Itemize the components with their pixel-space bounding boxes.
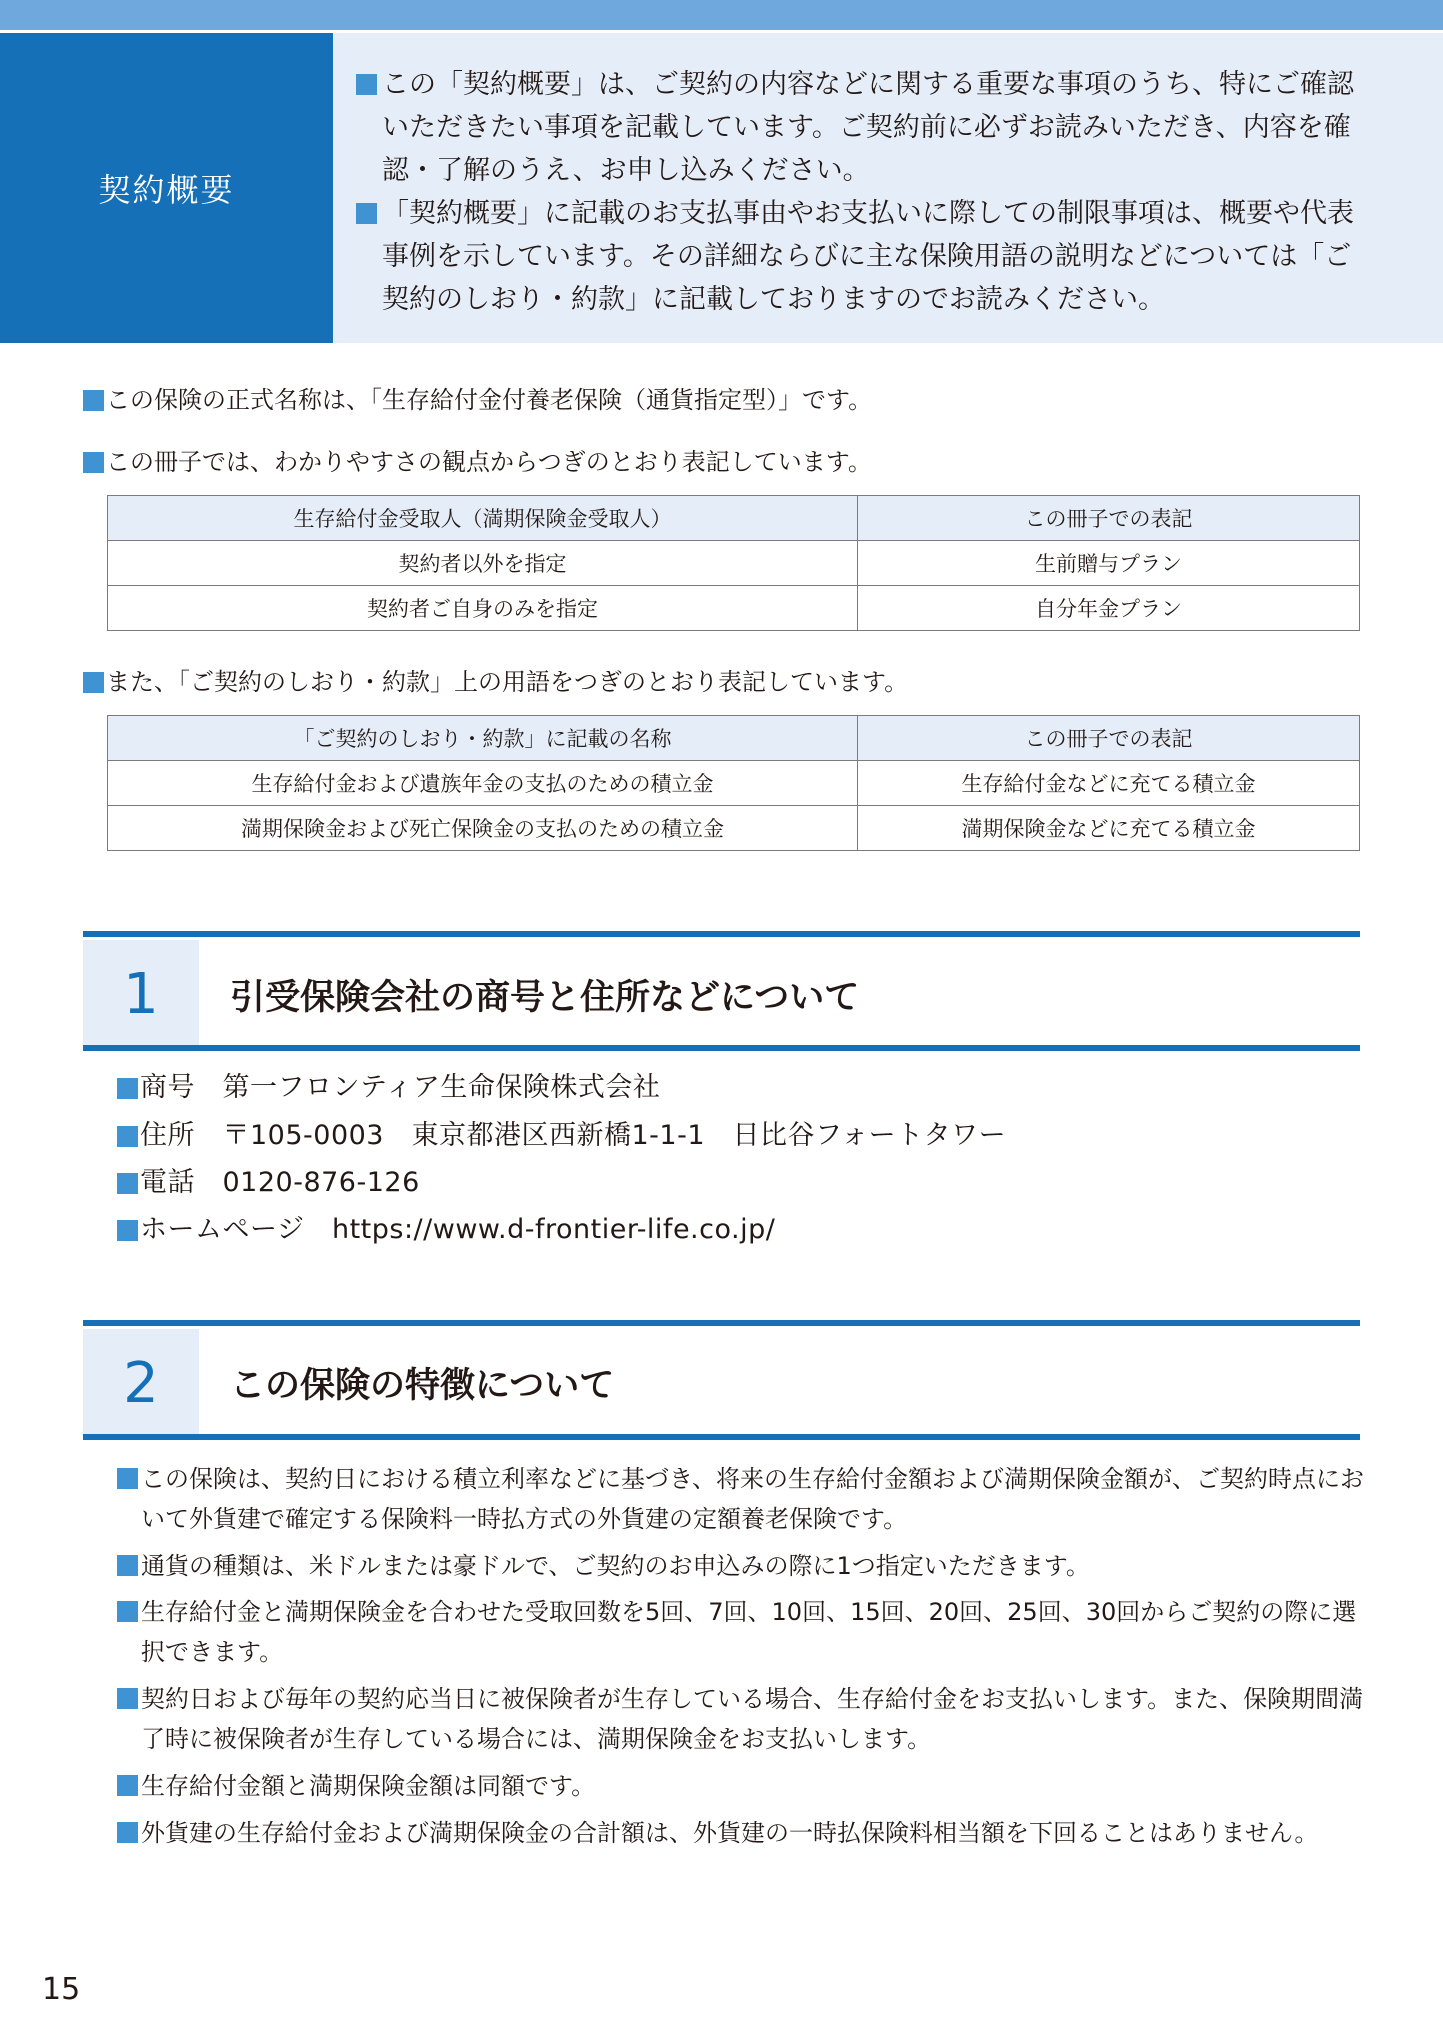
header-item-2: 「契約概要」に記載のお支払事由やお支払いに際しての制限事項は、概要や代表事例を示しています。その詳細ならびに主な保険用語の説明などについては「ご契約のしおり・約款」に記載しておりますのでお読みください。 — [353, 192, 1373, 321]
company-phone: 電話 0120-876-126 — [117, 1166, 420, 1200]
page-number: 15 — [42, 1972, 81, 2007]
table-cell: 生前贈与プラン — [858, 541, 1360, 586]
square-bullet-icon — [117, 1688, 138, 1709]
top-stripe — [0, 0, 1443, 30]
feature-item-1: この保険は、契約日における積立利率などに基づき、将来の生存給付金額および満期保険金額が、ご契約時点において外貨建で確定する保険料一時払方式の外貨建の定額養老保険です。 — [117, 1459, 1367, 1539]
header-item-1: この「契約概要」は、ご契約の内容などに関する重要な事項のうち、特にご確認いただきたい事項を記載しています。ご契約前に必ずお読みいただき、内容を確認・了解のうえ、お申し込みください。 — [353, 63, 1373, 192]
square-bullet-icon — [117, 1775, 138, 1796]
table-header-row — [108, 716, 1360, 761]
header-title: 契約概要 — [98, 171, 235, 209]
table-cell: 契約者ご自身のみを指定 — [108, 586, 858, 631]
terms-notation-table — [107, 715, 1360, 851]
square-bullet-icon — [117, 1220, 138, 1241]
section2-bottom-rule — [83, 1434, 1360, 1440]
table-cell: 生存給付金などに充てる積立金 — [858, 761, 1360, 806]
square-bullet-icon — [356, 74, 377, 95]
notation-intro: この冊子では、わかりやすさの観点からつぎのとおり表記しています。 — [83, 447, 872, 477]
table-header-cell: この冊子での表記 — [858, 716, 1360, 761]
table-header-cell: 「ご契約のしおり・約款」に記載の名称 — [108, 716, 858, 761]
square-bullet-icon — [117, 1126, 138, 1147]
table-cell: 満期保険金などに充てる積立金 — [858, 806, 1360, 851]
table-cell: 自分年金プラン — [858, 586, 1360, 631]
section2-title: この保険の特徴について — [230, 1366, 615, 1406]
feature-item-6: 外貨建の生存給付金および満期保険金の合計額は、外貨建の一時払保険料相当額を下回ることはありません。 — [117, 1813, 1367, 1853]
section2-top-rule — [83, 1320, 1360, 1326]
company-address: 住所 〒105-0003 東京都港区西新橋1-1-1 日比谷フォートタワー — [117, 1119, 1006, 1153]
recipient-notation-table — [107, 495, 1360, 631]
section1-title: 引受保険会社の商号と住所などについて — [230, 978, 860, 1018]
section2-number: 2 — [83, 1329, 199, 1437]
square-bullet-icon — [117, 1601, 138, 1622]
square-bullet-icon — [83, 672, 104, 693]
square-bullet-icon — [117, 1078, 138, 1099]
table-cell: 満期保険金および死亡保険金の支払のための積立金 — [108, 806, 858, 851]
table-row — [108, 806, 1360, 851]
table-cell: 契約者以外を指定 — [108, 541, 858, 586]
square-bullet-icon — [117, 1173, 138, 1194]
section1-top-rule — [83, 931, 1360, 937]
table-row — [108, 541, 1360, 586]
company-homepage: ホームページ https://www.d-frontier-life.co.jp/ — [117, 1213, 775, 1247]
official-name-note: この保険の正式名称は、「生存給付金付養老保険（通貨指定型）」です。 — [83, 385, 872, 415]
table-header-cell: この冊子での表記 — [858, 496, 1360, 541]
header-description — [333, 33, 1443, 343]
square-bullet-icon — [356, 203, 377, 224]
table-cell: 生存給付金および遺族年金の支払のための積立金 — [108, 761, 858, 806]
feature-item-5: 生存給付金額と満期保険金額は同額です。 — [117, 1766, 1367, 1806]
company-name: 商号 第一フロンティア生命保険株式会社 — [117, 1071, 660, 1105]
table-header-row — [108, 496, 1360, 541]
section1-bottom-rule — [83, 1045, 1360, 1051]
header-label-box — [0, 33, 333, 343]
square-bullet-icon — [83, 390, 104, 411]
terms-intro: また、「ご契約のしおり・約款」上の用語をつぎのとおり表記しています。 — [83, 667, 908, 697]
table-row — [108, 586, 1360, 631]
feature-item-4: 契約日および毎年の契約応当日に被保険者が生存している場合、生存給付金をお支払いします。また、保険期間満了時に被保険者が生存している場合には、満期保険金をお支払いします。 — [117, 1679, 1367, 1759]
feature-item-3: 生存給付金と満期保険金を合わせた受取回数を5回、7回、10回、15回、20回、25回、30回からご契約の際に選択できます。 — [117, 1592, 1367, 1672]
square-bullet-icon — [83, 452, 104, 473]
table-row — [108, 761, 1360, 806]
section1-number: 1 — [83, 940, 199, 1048]
square-bullet-icon — [117, 1822, 138, 1843]
square-bullet-icon — [117, 1555, 138, 1576]
feature-item-2: 通貨の種類は、米ドルまたは豪ドルで、ご契約のお申込みの際に1つ指定いただきます。 — [117, 1546, 1367, 1586]
square-bullet-icon — [117, 1468, 138, 1489]
table-header-cell: 生存給付金受取人（満期保険金受取人） — [108, 496, 858, 541]
